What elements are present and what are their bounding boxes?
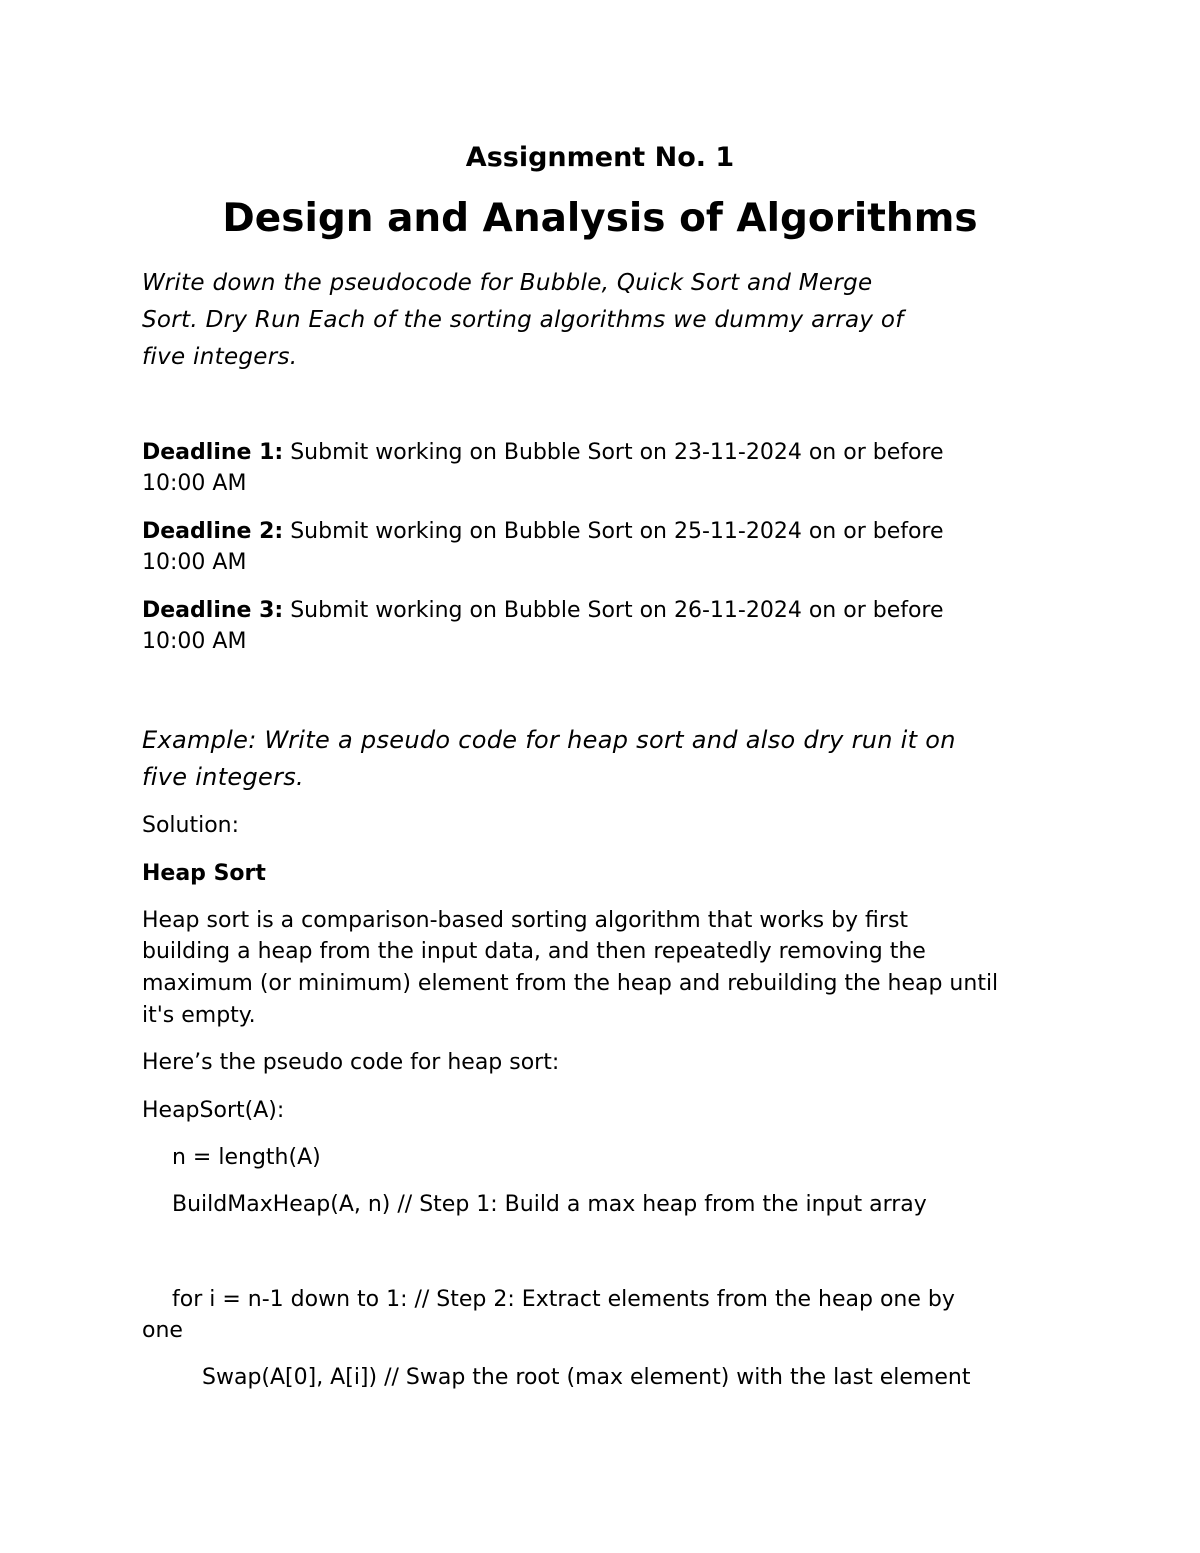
code-swap: Swap(A[0], A[i]) // Swap the root (max element) with the last element [202, 1365, 971, 1390]
solution-label: Solution: [142, 813, 240, 838]
deadline-1-time: 10:00 AM [142, 471, 247, 496]
assignment-title: Assignment No. 1 [465, 142, 735, 173]
heap-sort-heading: Heap Sort [142, 861, 266, 886]
code-n-assign: n = length(A) [172, 1145, 321, 1170]
deadline-1-label: Deadline 1: [142, 440, 284, 465]
task-line-1: Write down the pseudocode for Bubble, Quick Sort and Merge [142, 270, 873, 296]
description-line-2: building a heap from the input data, and then repeatedly removing the [142, 939, 926, 964]
deadline-2-text: Submit working on Bubble Sort on 25-11-2024 on or before [283, 519, 944, 544]
deadline-1 [142, 437, 944, 469]
description-line-3: maximum (or minimum) element from the heap and rebuilding the heap until [142, 971, 999, 996]
deadline-2-label: Deadline 2: [142, 519, 284, 544]
description-line-1: Heap sort is a comparison-based sorting algorithm that works by first [142, 908, 909, 933]
task-line-3: five integers. [142, 344, 298, 370]
description-line-4: it's empty. [142, 1003, 256, 1028]
deadline-3-text: Submit working on Bubble Sort on 26-11-2024 on or before [283, 598, 944, 623]
deadline-2-time: 10:00 AM [142, 550, 247, 575]
deadline-2 [142, 516, 944, 548]
code-signature: HeapSort(A): [142, 1098, 285, 1123]
task-line-2: Sort. Dry Run Each of the sorting algorithms we dummy array of [142, 307, 904, 333]
code-build-heap: BuildMaxHeap(A, n) // Step 1: Build a max heap from the input array [172, 1192, 927, 1217]
course-title: Design and Analysis of Algorithms [222, 196, 978, 241]
example-line-1: Example: Write a pseudo code for heap sort and also dry run it on [142, 726, 956, 754]
code-for-loop: for i = n-1 down to 1: // Step 2: Extract elements from the heap one by [172, 1287, 955, 1312]
example-line-2: five integers. [142, 763, 304, 791]
code-for-loop-cont: one [142, 1318, 183, 1343]
deadline-3-time: 10:00 AM [142, 629, 247, 654]
pseudocode-intro: Here’s the pseudo code for heap sort: [142, 1050, 560, 1075]
deadline-3-label: Deadline 3: [142, 598, 284, 623]
deadline-1-text: Submit working on Bubble Sort on 23-11-2024 on or before [283, 440, 944, 465]
deadline-3 [142, 595, 944, 627]
